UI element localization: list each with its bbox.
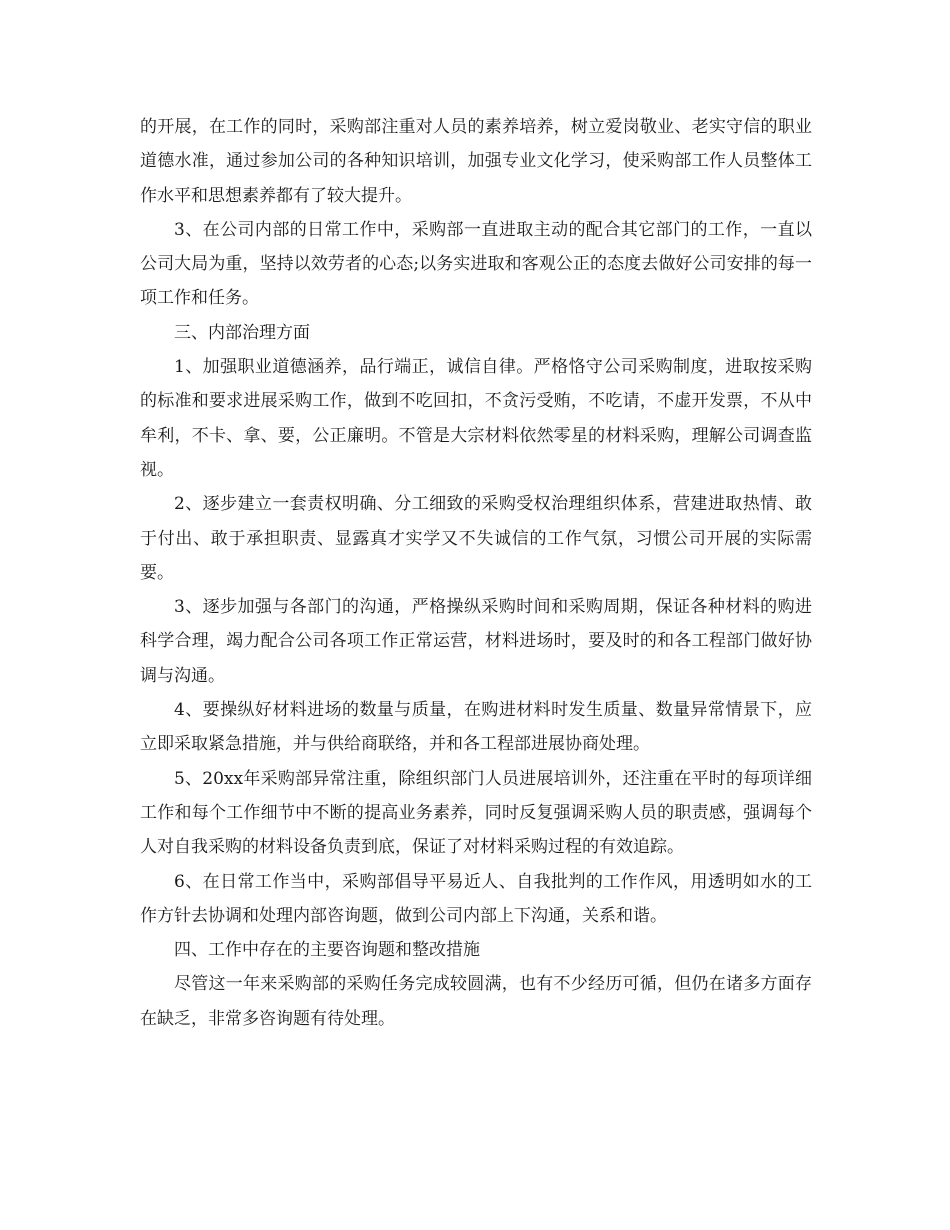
paragraph-5: 2、逐步建立一套责权明确、分工细致的采购受权治理组织体系，营建进取热情、敢于付出、敢于承担职责、显露真才实学又不失诚信的工作气氛，习惯公司开展的实际需要。 bbox=[140, 494, 812, 583]
document-body bbox=[140, 110, 812, 1036]
paragraph-6: 3、逐步加强与各部门的沟通，严格操纵采购时间和采购周期，保证各种材料的购进科学合理，竭力配合公司各项工作正常运营，材料进场时，要及时的和各工程部门做好协调与沟通。 bbox=[140, 597, 812, 686]
paragraph-9: 6、在日常工作当中，采购部倡导平易近人、自我批判的工作作风，用透明如水的工作方针去协调和处理内部咨询题，做到公司内部上下沟通，关系和谐。 bbox=[140, 871, 812, 926]
paragraph-8: 5、20xx年采购部异常注重，除组织部门人员进展培训外，还注重在平时的每项详细工作和每个工作细节中不断的提高业务素养，同时反复强调采购人员的职责感，强调每个人对自我采购的材料设备负责到底，保证了对材料采购过程的有效追踪。 bbox=[140, 768, 812, 858]
section-heading-4: 四、工作中存在的主要咨询题和整改措施 bbox=[174, 940, 480, 961]
paragraph-1: 的开展，在工作的同时，采购部注重对人员的素养培养，树立爱岗敬业、老实守信的职业道德水准，通过参加公司的各种知识培训，加强专业文化学习，使采购部工作人员整体工作水平和思想素养都有了较大提升。 bbox=[140, 117, 812, 206]
section-heading-3: 三、内部治理方面 bbox=[174, 322, 310, 343]
paragraph-4: 1、加强职业道德涵养，品行端正，诚信自律。严格恪守公司采购制度，进取按采购的标准和要求进展采购工作，做到不吃回扣，不贪污受贿，不吃请，不虚开发票，不从中牟利，不卡、拿、要，公正廉明。不管是大宗材料依然零星的材料采购，理解公司调查监视。 bbox=[140, 357, 812, 480]
paragraph-11: 尽管这一年来采购部的采购任务完成较圆满，也有不少经历可循，但仍在诸多方面存在缺乏，非常多咨询题有待处理。 bbox=[140, 974, 812, 1029]
paragraph-7: 4、要操纵好材料进场的数量与质量，在购进材料时发生质量、数量异常情景下，应立即采取紧急措施，并与供给商联络，并和各工程部进展协商处理。 bbox=[140, 700, 812, 755]
paragraph-2: 3、在公司内部的日常工作中，采购部一直进取主动的配合其它部门的工作，一直以公司大局为重，坚持以效劳者的心态;以务实进取和客观公正的态度去做好公司安排的每一项工作和任务。 bbox=[140, 219, 812, 309]
